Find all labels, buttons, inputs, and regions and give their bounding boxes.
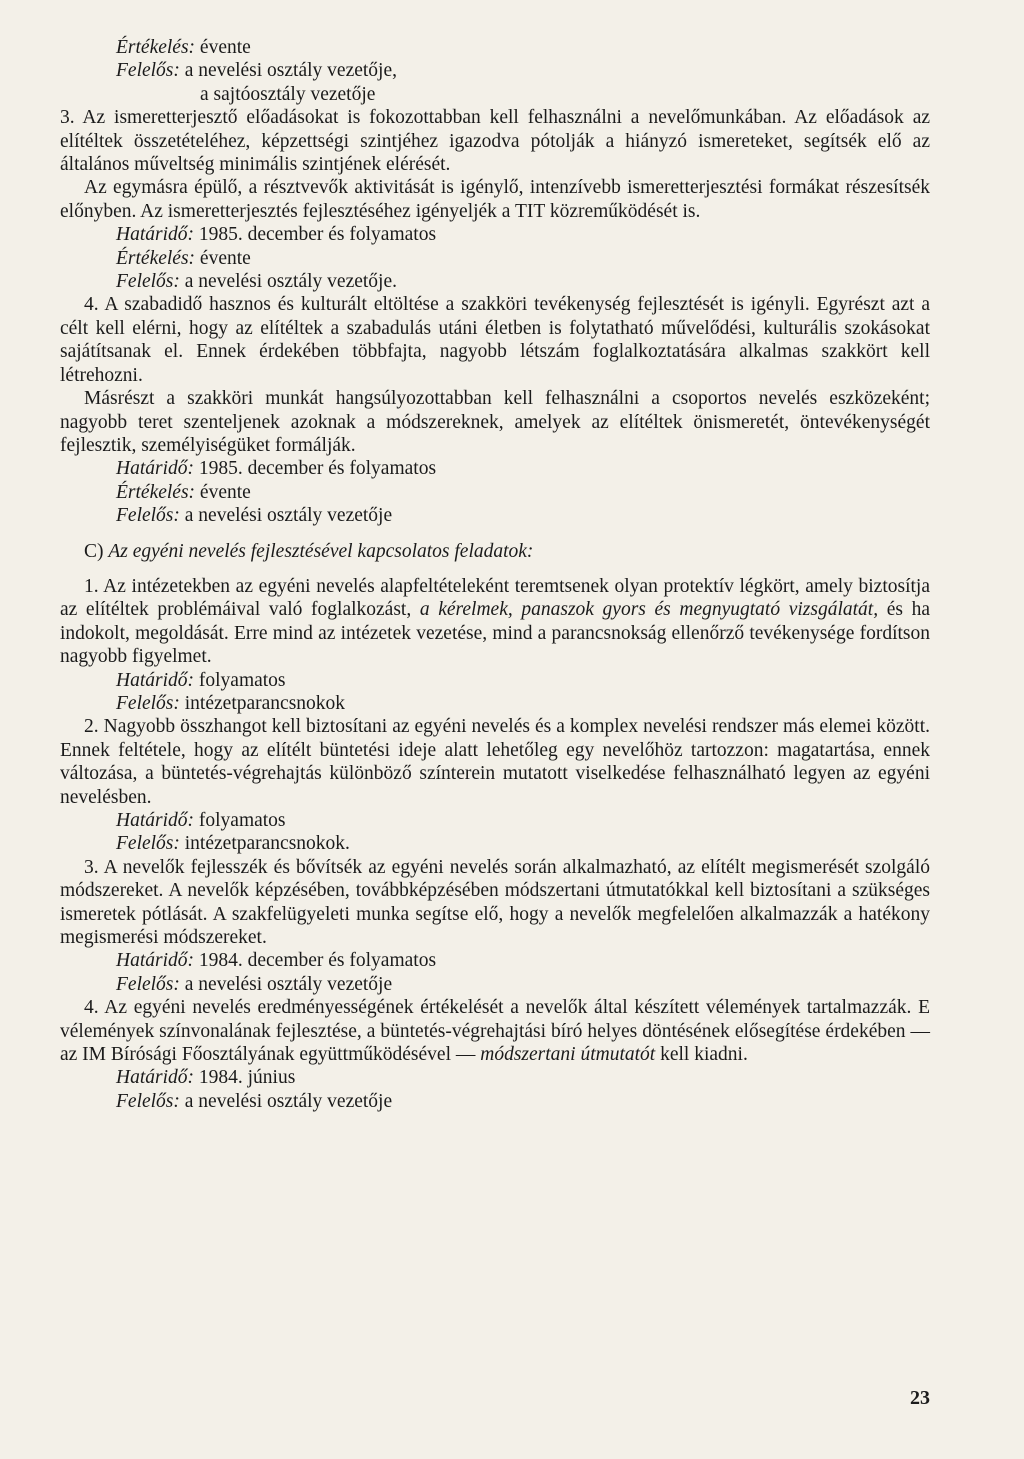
- c-item-4-text-c: kell kiadni.: [655, 1044, 748, 1066]
- page-body: [60, 36, 930, 1113]
- deadline-value: 1985. december és folyamatos: [194, 224, 437, 246]
- deadline-value: 1984. június: [194, 1067, 296, 1089]
- c-item-1-paragraph: [60, 575, 930, 669]
- responsible-value: a nevelési osztály vezetője,: [179, 60, 397, 82]
- responsible-line: [60, 504, 930, 527]
- deadline-line: [60, 669, 930, 692]
- evaluation-line: [60, 36, 930, 59]
- evaluation-label: Értékelés:: [116, 247, 196, 269]
- responsible-line: [60, 59, 930, 82]
- responsible-label: Felelős:: [116, 505, 180, 527]
- deadline-value: 1985. december és folyamatos: [194, 458, 437, 480]
- c-item-4-text-a: 4. Az egyéni nevelés eredményességének értékelését a nevelők által készített vélemények tartalmazzák. E vélemények színvonalának fejlesztése, a büntetés-végrehajtási bíró helyes döntésének elősegítése érdekében — az IM Bírósági Főosztályának együttműködésével —: [60, 997, 930, 1066]
- responsible-label: Felelős:: [116, 692, 180, 714]
- responsible-line: [60, 832, 930, 855]
- c-item-4-emphasis: módszertani útmutatót: [480, 1044, 656, 1066]
- evaluation-label: Értékelés:: [116, 37, 196, 58]
- c-item-4-paragraph: [60, 996, 930, 1066]
- responsible-label: Felelős:: [116, 973, 180, 995]
- responsible-line: [60, 692, 930, 715]
- deadline-line: [60, 223, 930, 246]
- c-item-3-paragraph: 3. A nevelők fejlesszék és bővítsék az egyéni nevelés során alkalmazható, az elítélt megismerését szolgáló módszereket. A nevelők képzésében, továbbképzésében módszertani útmutatókkal kell biztosítani a szükséges ismeretek pótlását. A szakfelügyeleti munka segítse elő, hogy a nevelők megfelelően alkalmazzák a hatékony megismerési módszereket.: [60, 856, 930, 949]
- responsible-line: [60, 1090, 930, 1113]
- evaluation-value: évente: [195, 247, 251, 269]
- responsible-label: Felelős:: [116, 60, 180, 82]
- item-3-paragraph-2: Az egymásra épülő, a résztvevők aktivitását is igénylő, intenzívebb ismeretterjesztési formákat részesítsék előnyben. Az ismeretterjesztés fejlesztéséhez igényeljék a TIT közreműködését is.: [60, 177, 930, 222]
- deadline-label: Határidő:: [116, 224, 194, 246]
- responsible-value: a nevelési osztály vezetője: [179, 1090, 393, 1112]
- responsible-value: intézetparancsnokok.: [179, 833, 350, 855]
- responsible-value: a nevelési osztály vezetője.: [179, 271, 397, 293]
- responsible-value: intézetparancsnokok: [179, 692, 346, 714]
- deadline-label: Határidő:: [116, 1067, 194, 1089]
- responsible-label: Felelős:: [116, 271, 180, 293]
- item-3-paragraph: 3. Az ismeretterjesztő előadásokat is fokozottabban kell felhasználni a nevelőmunkában. Az előadások az elítéltek összetételéhez, képzettségi szintjéhez igazodva pótolják a hiányzó ismereteket, segítsék elő az általános műveltség minimális szintjének elérését.: [60, 107, 930, 176]
- deadline-label: Határidő:: [116, 669, 194, 691]
- responsible-line: [60, 973, 930, 996]
- deadline-line: [60, 809, 930, 832]
- responsible-value: a nevelési osztály vezetője: [179, 973, 393, 995]
- deadline-label: Határidő:: [116, 458, 194, 480]
- deadline-value: folyamatos: [194, 669, 286, 691]
- responsible-line: [60, 270, 930, 293]
- evaluation-value: évente: [195, 481, 251, 503]
- section-heading: [60, 540, 930, 563]
- c-item-1-text-c: és ha indokolt, megoldását. Erre mind az intézetek vezetése, mind a parancsnokság ellenőrző tevékenysége fordítson nagyobb figyelmet.: [60, 599, 930, 668]
- responsible-label: Felelős:: [116, 833, 180, 855]
- deadline-value: 1984. december és folyamatos: [194, 950, 437, 972]
- evaluation-label: Értékelés:: [116, 481, 196, 503]
- responsible-label: Felelős:: [116, 1090, 180, 1112]
- deadline-line: [60, 1066, 930, 1089]
- section-title: Az egyéni nevelés fejlesztésével kapcsolatos feladatok:: [108, 540, 534, 562]
- deadline-line: [60, 457, 930, 480]
- c-item-1-emphasis: a kérelmek, panaszok gyors és megnyugtató vizsgálatát,: [419, 599, 879, 621]
- evaluation-line: [60, 481, 930, 504]
- section-prefix: C): [84, 540, 109, 562]
- item-4-paragraph-2: Másrészt a szakköri munkát hangsúlyozottabban kell felhasználni a csoportos nevelés eszközeként; nagyobb teret szenteljenek azoknak a módszereknek, amelyek az elítéltek önismeretét, öntevékenységét fejlesztik, személyiségüket formálják.: [60, 388, 930, 456]
- evaluation-line: [60, 247, 930, 270]
- deadline-line: [60, 949, 930, 972]
- deadline-value: folyamatos: [194, 810, 286, 831]
- c-item-1-text-a: 1. Az intézetekben az egyéni nevelés alapfeltételeként teremtsenek olyan protektív légkört, amely biztosítja az elítéltek problémáival való foglalkozást,: [60, 575, 930, 621]
- deadline-label: Határidő:: [116, 950, 194, 972]
- page-number: 23: [910, 1387, 930, 1409]
- evaluation-value: évente: [195, 37, 251, 58]
- responsible-line-continued: a sajtóosztály vezetője: [200, 83, 376, 105]
- deadline-label: Határidő:: [116, 810, 194, 831]
- item-4-paragraph: 4. A szabadidő hasznos és kulturált eltöltése a szakköri tevékenység fejlesztését is igényli. Egyrészt azt a célt kell elérni, hogy az elítéltek a szabadulás utáni életben is folytatható művelődési, kulturális szokásokat sajátítsanak el. Ennek érdekében többfajta, nagyobb létszám foglalkoztatására alkalmas szakkört kell létrehozni.: [60, 294, 930, 386]
- c-item-2-paragraph: 2. Nagyobb összhangot kell biztosítani az egyéni nevelés és a komplex nevelési rendszer más elemei között. Ennek feltétele, hogy az elítélt büntetési ideje alatt lehetőleg egy nevelőhöz tartozzon: magatartása, ennek változása, a büntetés-végrehajtás különböző színterein mutatott viselkedése felhasználható legyen az egyéni nevelésben.: [60, 716, 930, 808]
- responsible-value: a nevelési osztály vezetője: [179, 505, 393, 527]
